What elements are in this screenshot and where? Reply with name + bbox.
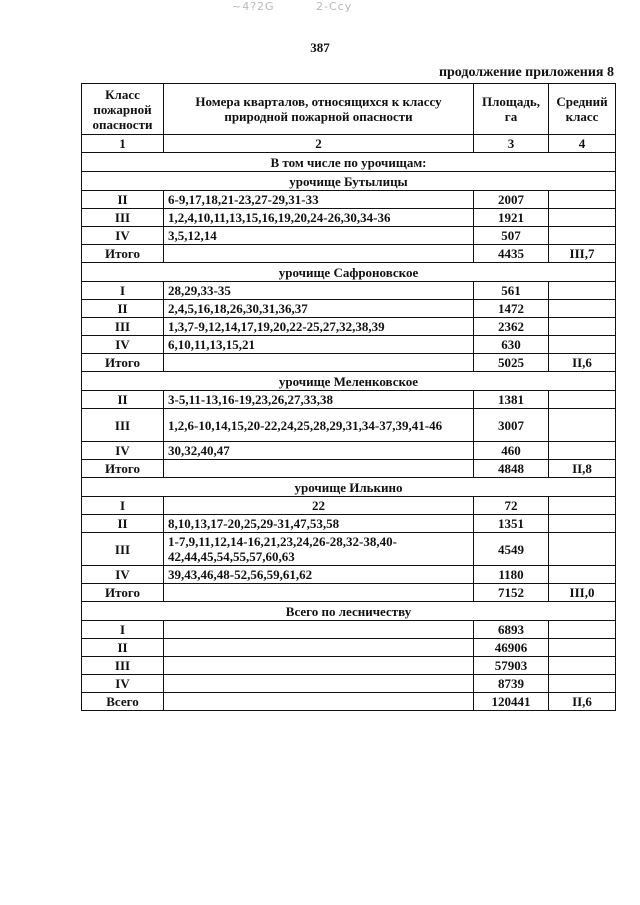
cell-area: 1472 [474, 300, 549, 318]
table-subtitle: В том числе по урочищам: [82, 153, 616, 172]
continuation-label: продолжение приложения 8 [438, 65, 614, 80]
cell-area: 1921 [474, 209, 549, 227]
cell-quarters: 22 [164, 497, 474, 515]
total-row [82, 584, 616, 602]
total-row [82, 460, 616, 478]
header-quarters: Номера кварталов, относящихся к классу природной пожарной опасности [164, 84, 474, 135]
cell-class: III [82, 209, 164, 227]
header-average-class: Средний класс [549, 84, 616, 135]
column-number-row [82, 135, 616, 153]
cell-class: I [82, 282, 164, 300]
cell-quarters: 1,2,4,10,11,13,15,16,19,20,24-26,30,34-36 [164, 209, 474, 227]
total-average: II,6 [549, 354, 616, 372]
cell-area: 2007 [474, 191, 549, 209]
cell-area: 4549 [474, 533, 549, 566]
cell-class: IV [82, 675, 164, 693]
table-row [82, 639, 616, 657]
fire-hazard-table [81, 83, 616, 711]
total-area: 120441 [474, 693, 549, 711]
cell-class: III [82, 533, 164, 566]
cell-average [549, 675, 616, 693]
cell-class: II [82, 191, 164, 209]
cell-quarters [164, 584, 474, 602]
cell-quarters [164, 245, 474, 263]
header-class: Класс пожарной опасности [82, 84, 164, 135]
table-row [82, 227, 616, 245]
group-title: урочище Сафроновское [82, 263, 616, 282]
total-row [82, 245, 616, 263]
table-row [82, 657, 616, 675]
cell-class: III [82, 318, 164, 336]
cell-average [549, 191, 616, 209]
scan-mark-left: ~4?2G [232, 0, 275, 13]
cell-quarters: 2,4,5,16,18,26,30,31,36,37 [164, 300, 474, 318]
cell-area: 561 [474, 282, 549, 300]
cell-quarters: 6,10,11,13,15,21 [164, 336, 474, 354]
cell-area: 2362 [474, 318, 549, 336]
cell-area: 460 [474, 442, 549, 460]
total-label: Итого [82, 460, 164, 478]
cell-average [549, 336, 616, 354]
group-title: урочище Бутылицы [82, 172, 616, 191]
table-row [82, 191, 616, 209]
table-row [82, 318, 616, 336]
cell-class: II [82, 515, 164, 533]
cell-class: I [82, 497, 164, 515]
total-label: Итого [82, 245, 164, 263]
cell-area: 57903 [474, 657, 549, 675]
total-average: II,6 [549, 693, 616, 711]
table-row [82, 621, 616, 639]
cell-average [549, 318, 616, 336]
table-row [82, 515, 616, 533]
total-area: 7152 [474, 584, 549, 602]
cell-quarters: 1,2,6-10,14,15,20-22,24,25,28,29,31,34-37,39,41-46 [164, 409, 474, 442]
cell-quarters: 1,3,7-9,12,14,17,19,20,22-25,27,32,38,39 [164, 318, 474, 336]
table-row [82, 336, 616, 354]
cell-quarters [164, 657, 474, 675]
group-title: урочище Илькино [82, 478, 616, 497]
cell-class: III [82, 409, 164, 442]
table-row [82, 497, 616, 515]
total-label: Итого [82, 354, 164, 372]
total-average: III,0 [549, 584, 616, 602]
group-title: Всего по лесничеству [82, 602, 616, 621]
cell-class: II [82, 300, 164, 318]
cell-class: IV [82, 442, 164, 460]
cell-average [549, 657, 616, 675]
cell-area: 1381 [474, 391, 549, 409]
cell-area: 72 [474, 497, 549, 515]
cell-average [549, 442, 616, 460]
table-row [82, 533, 616, 566]
cell-quarters: 6-9,17,18,21-23,27-29,31-33 [164, 191, 474, 209]
cell-average [549, 300, 616, 318]
cell-average [549, 282, 616, 300]
table-row [82, 442, 616, 460]
table-row [82, 566, 616, 584]
column-number: 4 [549, 135, 616, 153]
scan-mark-right: 2-Ccy [316, 0, 353, 13]
cell-area: 8739 [474, 675, 549, 693]
cell-area: 630 [474, 336, 549, 354]
cell-average [549, 227, 616, 245]
total-row [82, 354, 616, 372]
cell-area: 1180 [474, 566, 549, 584]
grand-total-row [82, 693, 616, 711]
total-area: 5025 [474, 354, 549, 372]
cell-class: IV [82, 227, 164, 245]
total-label: Всего [82, 693, 164, 711]
cell-quarters [164, 675, 474, 693]
cell-average [549, 497, 616, 515]
cell-average [549, 533, 616, 566]
cell-quarters [164, 639, 474, 657]
group-title-row [82, 372, 616, 391]
cell-quarters [164, 354, 474, 372]
cell-quarters: 39,43,46,48-52,56,59,61,62 [164, 566, 474, 584]
total-label: Итого [82, 584, 164, 602]
cell-average [549, 391, 616, 409]
group-title: урочище Меленковское [82, 372, 616, 391]
cell-average [549, 621, 616, 639]
column-number: 1 [82, 135, 164, 153]
page-number: 387 [310, 40, 330, 55]
cell-average [549, 515, 616, 533]
table-row [82, 282, 616, 300]
cell-area: 46906 [474, 639, 549, 657]
total-average: II,8 [549, 460, 616, 478]
cell-class: II [82, 391, 164, 409]
cell-class: I [82, 621, 164, 639]
group-title-row [82, 263, 616, 282]
cell-average [549, 409, 616, 442]
group-title-row [82, 172, 616, 191]
cell-class: III [82, 657, 164, 675]
cell-quarters [164, 621, 474, 639]
total-area: 4848 [474, 460, 549, 478]
cell-area: 1351 [474, 515, 549, 533]
cell-quarters [164, 460, 474, 478]
cell-class: IV [82, 566, 164, 584]
table-row [82, 391, 616, 409]
cell-quarters: 1-7,9,11,12,14-16,21,23,24,26-28,32-38,40-42,44,45,54,55,57,60,63 [164, 533, 474, 566]
cell-average [549, 566, 616, 584]
cell-class: IV [82, 336, 164, 354]
column-number: 2 [164, 135, 474, 153]
cell-class: II [82, 639, 164, 657]
cell-quarters: 28,29,33-35 [164, 282, 474, 300]
subtitle-row [82, 153, 616, 172]
cell-average [549, 209, 616, 227]
header-area: Площадь, га [474, 84, 549, 135]
cell-area: 3007 [474, 409, 549, 442]
cell-average [549, 639, 616, 657]
group-title-row [82, 602, 616, 621]
cell-area: 6893 [474, 621, 549, 639]
table-row [82, 209, 616, 227]
cell-quarters: 8,10,13,17-20,25,29-31,47,53,58 [164, 515, 474, 533]
cell-quarters: 30,32,40,47 [164, 442, 474, 460]
column-number: 3 [474, 135, 549, 153]
cell-quarters [164, 693, 474, 711]
table-row [82, 409, 616, 442]
group-title-row [82, 478, 616, 497]
table-row [82, 675, 616, 693]
cell-quarters: 3-5,11-13,16-19,23,26,27,33,38 [164, 391, 474, 409]
total-average: III,7 [549, 245, 616, 263]
cell-quarters: 3,5,12,14 [164, 227, 474, 245]
total-area: 4435 [474, 245, 549, 263]
table-header-row [82, 84, 616, 135]
cell-area: 507 [474, 227, 549, 245]
table-row [82, 300, 616, 318]
